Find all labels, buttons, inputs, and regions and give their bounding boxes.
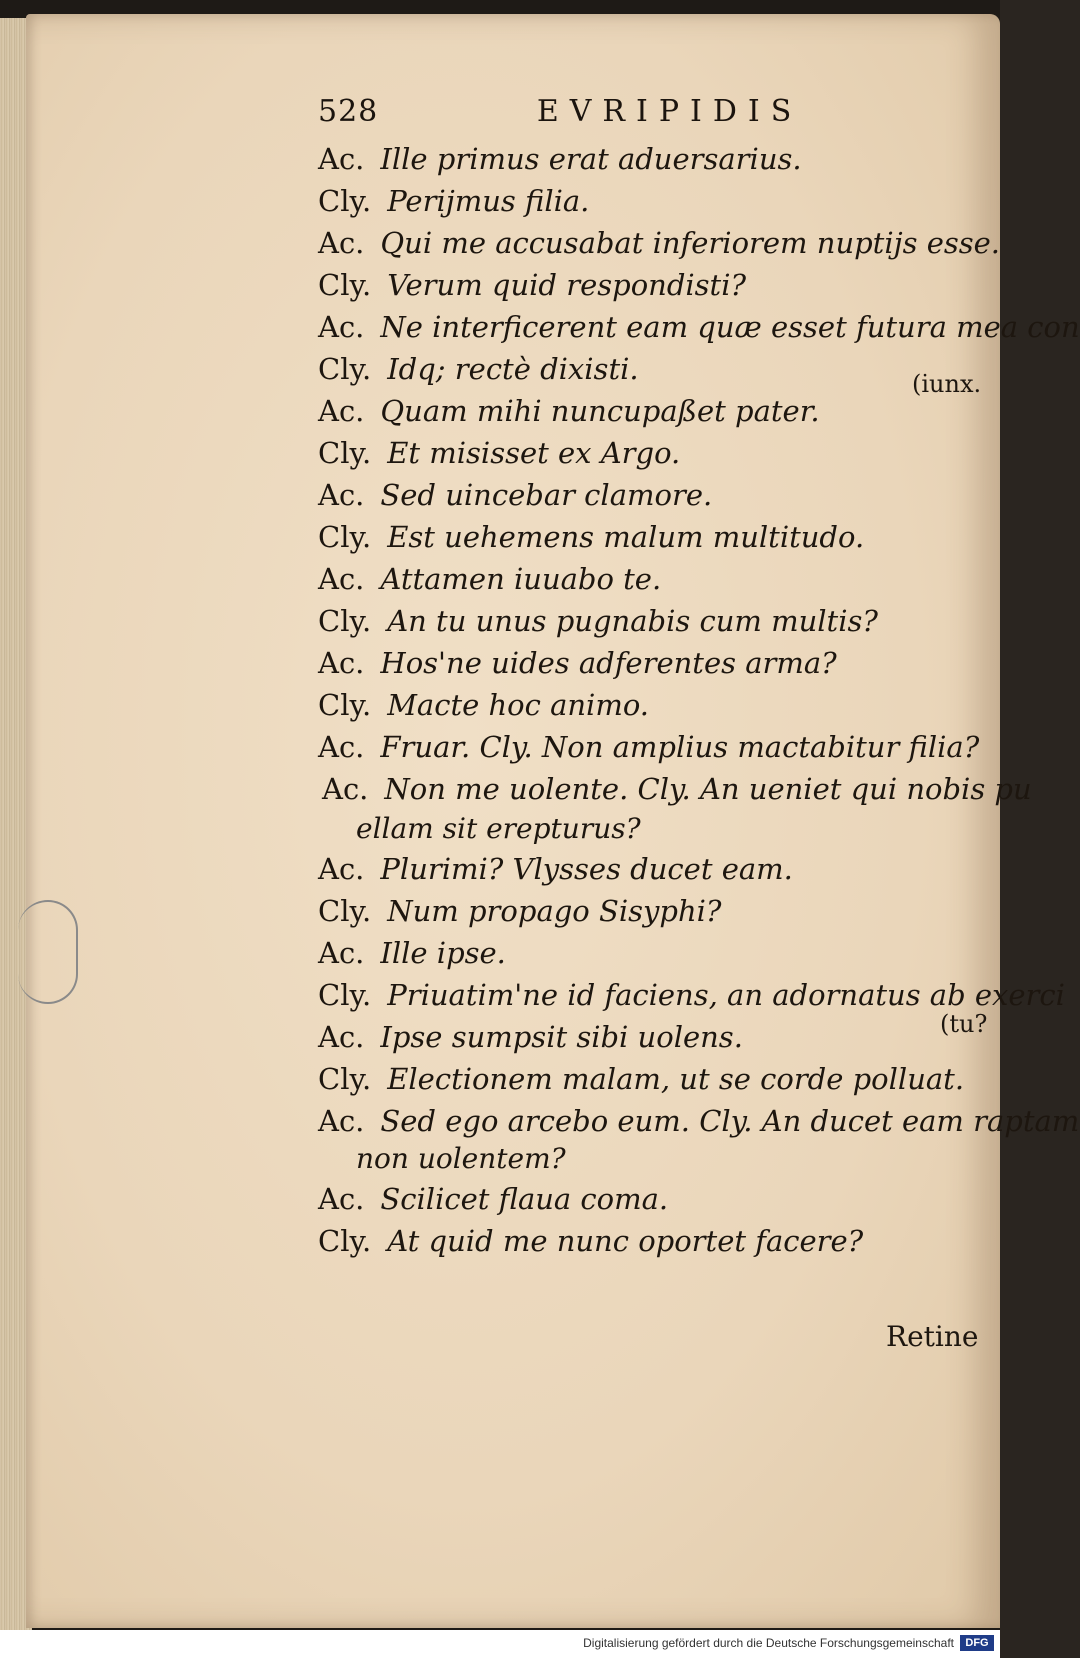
dfg-logo: DFG <box>960 1635 994 1651</box>
speaker-label: Ac. <box>318 936 365 970</box>
line-text: Ille ipse. <box>380 936 506 970</box>
margin-note: (iunx. <box>912 370 982 398</box>
line-text: ellam sit erepturus? <box>356 812 641 845</box>
dialogue-line <box>318 978 1065 1012</box>
catchword: Retine <box>886 1320 979 1353</box>
line-text: Et misisset ex Argo. <box>387 436 681 470</box>
footer-bar <box>0 1630 1000 1658</box>
speaker-label: Cly. <box>318 268 372 302</box>
footer-credit: Digitalisierung gefördert durch die Deutsche Forschungsgemeinschaft <box>583 1636 954 1650</box>
dialogue-line <box>318 730 979 764</box>
dialogue-line <box>318 268 746 302</box>
line-text: Est uehemens malum multitudo. <box>387 520 865 554</box>
speaker-label: Cly. <box>318 978 372 1012</box>
page-header <box>318 94 802 129</box>
line-text: Num propago Sisyphi? <box>387 894 722 928</box>
line-text: Priuatim'ne id faciens, an adornatus ab exerci <box>387 978 1065 1012</box>
line-text: Idq; rectè dixisti. <box>387 352 639 386</box>
speaker-label: Ac. <box>318 1104 365 1138</box>
line-text: Ille primus erat aduersarius. <box>380 142 802 176</box>
line-text: Verum quid respondisti? <box>387 268 747 302</box>
speaker-label: Ac. <box>318 562 365 596</box>
dialogue-line <box>318 604 878 638</box>
line-text: At quid me nunc oportet facere? <box>387 1224 864 1258</box>
line-text: Electionem malam, ut se corde polluat. <box>387 1062 965 1096</box>
line-text: non uolentem? <box>356 1142 566 1175</box>
line-text: Scilicet flaua coma. <box>380 1182 669 1216</box>
dialogue-line <box>318 352 639 386</box>
line-text: Hos'ne uides adferentes arma? <box>380 646 837 680</box>
speaker-label: Cly. <box>318 436 372 470</box>
line-text: Qui me accusabat inferiorem nuptijs esse. <box>380 226 1001 260</box>
line-text: Ne interficerent eam quæ esset futura mea con <box>380 310 1080 344</box>
speaker-label: Ac. <box>318 142 365 176</box>
dialogue-line <box>318 1020 743 1054</box>
speaker-label: Ac. <box>318 730 365 764</box>
dialogue-line <box>318 478 712 512</box>
line-text: Plurimi? Vlysses ducet eam. <box>380 852 793 886</box>
line-text: Non me uolente. Cly. An ueniet qui nobis pu <box>384 772 1032 806</box>
speaker-label: Cly. <box>318 1062 372 1096</box>
dialogue-line <box>318 936 506 970</box>
dialogue-line <box>318 394 820 428</box>
speaker-label: Cly. <box>318 894 372 928</box>
line-text: An tu unus pugnabis cum multis? <box>387 604 878 638</box>
line-text: Sed ego arcebo eum. Cly. An ducet eam raptam <box>380 1104 1080 1138</box>
dialogue-continuation <box>356 812 641 845</box>
speaker-label: Ac. <box>318 310 365 344</box>
dialogue-line <box>318 1182 668 1216</box>
dialogue-line <box>318 520 864 554</box>
dialogue-line <box>318 688 649 722</box>
speaker-label: Ac. <box>318 478 365 512</box>
speaker-label: Ac. <box>318 1020 365 1054</box>
running-title: EVRIPIDIS <box>536 94 803 129</box>
speaker-label: Ac. <box>322 772 369 806</box>
dialogue-line <box>318 1062 964 1096</box>
line-text: Attamen iuuabo te. <box>380 562 662 596</box>
dialogue-line <box>318 562 661 596</box>
speaker-label: Ac. <box>318 1182 365 1216</box>
speaker-label: Cly. <box>318 1224 372 1258</box>
line-text: Macte hoc animo. <box>387 688 649 722</box>
page-number: 528 <box>318 94 379 129</box>
dialogue-line <box>318 1104 1079 1138</box>
dialogue-line <box>318 852 793 886</box>
line-text: Perijmus filia. <box>387 184 590 218</box>
speaker-label: Cly. <box>318 520 372 554</box>
line-text: Fruar. Cly. Non amplius mactabitur filia? <box>380 730 980 764</box>
speaker-label: Ac. <box>318 226 365 260</box>
dialogue-continuation <box>356 1142 566 1175</box>
speaker-label: Cly. <box>318 184 372 218</box>
dialogue-line <box>318 184 589 218</box>
speaker-label: Ac. <box>318 646 365 680</box>
speaker-label: Cly. <box>318 604 372 638</box>
dialogue-line <box>318 310 1080 344</box>
dialogue-line <box>318 142 802 176</box>
dialogue-line <box>318 226 1000 260</box>
dialogue-line <box>318 436 680 470</box>
paper-clip <box>18 900 78 1004</box>
line-text: Ipse sumpsit sibi uolens. <box>380 1020 743 1054</box>
speaker-label: Cly. <box>318 352 372 386</box>
line-text: Quam mihi nuncupaßet pater. <box>380 394 820 428</box>
speaker-label: Ac. <box>318 852 365 886</box>
speaker-label: Ac. <box>318 394 365 428</box>
dialogue-line <box>318 894 721 928</box>
dialogue-line <box>318 1224 863 1258</box>
dialogue-line <box>322 772 1032 806</box>
dialogue-line <box>318 646 837 680</box>
line-text: Sed uincebar clamore. <box>380 478 713 512</box>
margin-note: (tu? <box>940 1010 988 1038</box>
speaker-label: Cly. <box>318 688 372 722</box>
